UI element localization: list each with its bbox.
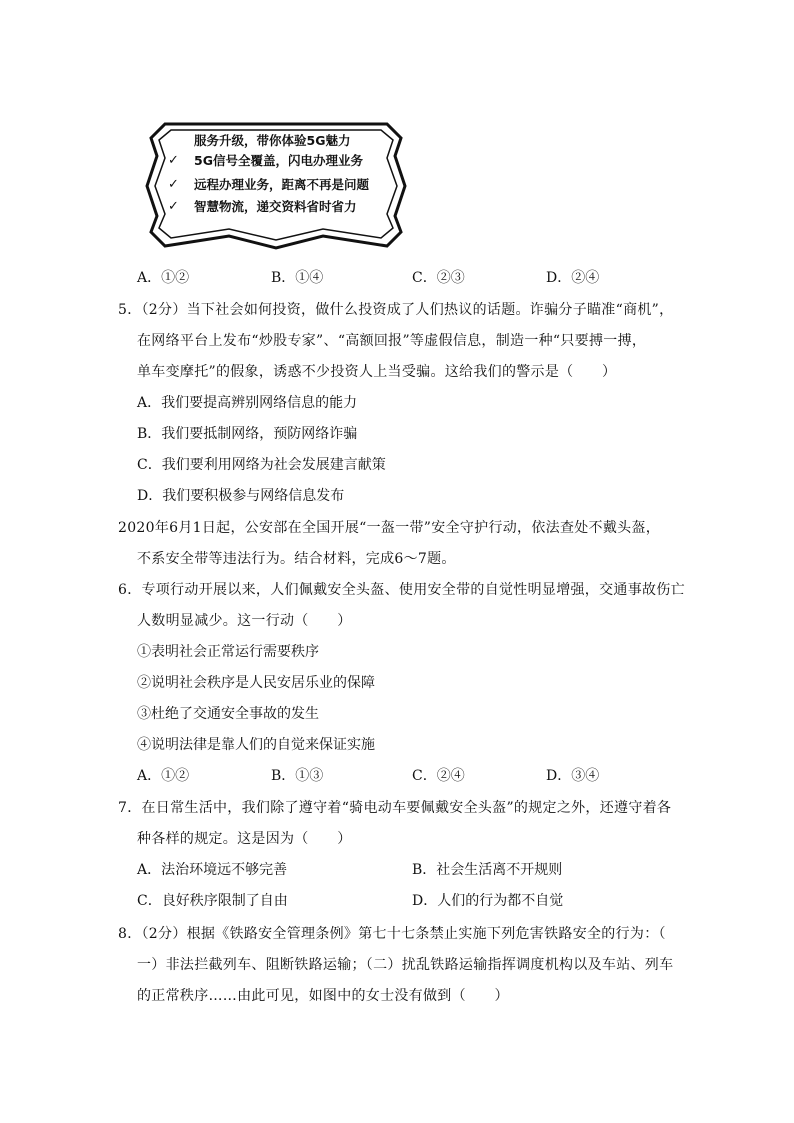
q5-stem-line: 在网络平台上发布“炒股专家”、“高额回报”等虚假信息，制造一种“只要搏一搏， bbox=[137, 333, 647, 349]
q4-option-b: B．①④ bbox=[271, 270, 324, 286]
q8-stem-line: 8．（2分）根据《铁路安全管理条例》第七十七条禁止实施下列危害铁路安全的行为：（ bbox=[118, 926, 666, 942]
q5-option-d: D．我们要积极参与网络信息发布 bbox=[137, 488, 345, 504]
q6-stem-line: 人数明显减少。这一行动（ ） bbox=[137, 613, 352, 629]
q7-option-b: B．社会生活离不开规则 bbox=[412, 862, 563, 878]
q7-option-c: C．良好秩序限制了自由 bbox=[137, 893, 288, 909]
q6-statement: ③杜绝了交通安全事故的发生 bbox=[137, 706, 319, 722]
q7-option-d: D．人们的行为都不自觉 bbox=[412, 893, 564, 909]
q6-statement: ④说明法律是靠人们的自觉来保证实施 bbox=[137, 737, 375, 753]
q8-stem-line: 的正常秩序……由此可见，如图中的女士没有做到（ ） bbox=[137, 988, 509, 1004]
5g-service-sign bbox=[143, 116, 409, 252]
q4-option-d: D．②④ bbox=[546, 270, 600, 286]
q4-option-c: C．②③ bbox=[412, 270, 465, 286]
sign-item: 远程办理业务，距离不再是问题 bbox=[194, 177, 370, 192]
material-line: 不系安全带等违法行为。结合材料，完成6～7题。 bbox=[137, 551, 456, 567]
sign-item: 5G信号全覆盖，闪电办理业务 bbox=[194, 153, 363, 168]
q5-stem-line: 单车变摩托”的假象，诱惑不少投资人上当受骗。这给我们的警示是（ ） bbox=[137, 364, 617, 380]
q5-option-c: C．我们要利用网络为社会发展建言献策 bbox=[137, 457, 386, 473]
q5-option-b: B．我们要抵制网络，预防网络诈骗 bbox=[137, 426, 358, 442]
q6-statement: ②说明社会秩序是人民安居乐业的保障 bbox=[137, 675, 375, 691]
check-icon: ✓ bbox=[168, 153, 179, 168]
q5-option-a: A．我们要提高辨别网络信息的能力 bbox=[137, 395, 358, 411]
q7-option-a: A．法治环境远不够完善 bbox=[137, 862, 288, 878]
q5-stem-line: 5．（2分）当下社会如何投资，做什么投资成了人们热议的话题。诈骗分子瞄准“商机”， bbox=[118, 302, 674, 318]
q4-option-a: A．①② bbox=[137, 270, 190, 286]
material-line: 2020年6月1日起，公安部在全国开展“一盔一带”安全守护行动，依法查处不戴头盔， bbox=[118, 520, 661, 536]
q6-option-c: C．②④ bbox=[412, 768, 465, 784]
q6-stem-line: 6．专项行动开展以来，人们佩戴安全头盔、使用安全带的自觉性明显增强，交通事故伤亡 bbox=[118, 582, 685, 598]
q6-option-d: D．③④ bbox=[546, 768, 600, 784]
q6-option-b: B．①③ bbox=[271, 768, 324, 784]
check-icon: ✓ bbox=[168, 177, 179, 192]
q7-stem-line: 7．在日常生活中，我们除了遵守着“骑电动车要佩戴安全头盔”的规定之外，还遵守着各 bbox=[118, 800, 672, 816]
q8-stem-line: 一）非法拦截列车、阻断铁路运输；（二）扰乱铁路运输指挥调度机构以及车站、列车 bbox=[137, 957, 674, 973]
q6-option-a: A．①② bbox=[137, 768, 190, 784]
q6-statement: ①表明社会正常运行需要秩序 bbox=[137, 644, 319, 660]
check-icon: ✓ bbox=[168, 199, 179, 214]
q7-stem-line: 种各样的规定。这是因为（ ） bbox=[137, 831, 352, 847]
sign-item: 智慧物流，递交资料省时省力 bbox=[194, 199, 357, 214]
sign-title: 服务升级，带你体验5G魅力 bbox=[194, 133, 351, 148]
